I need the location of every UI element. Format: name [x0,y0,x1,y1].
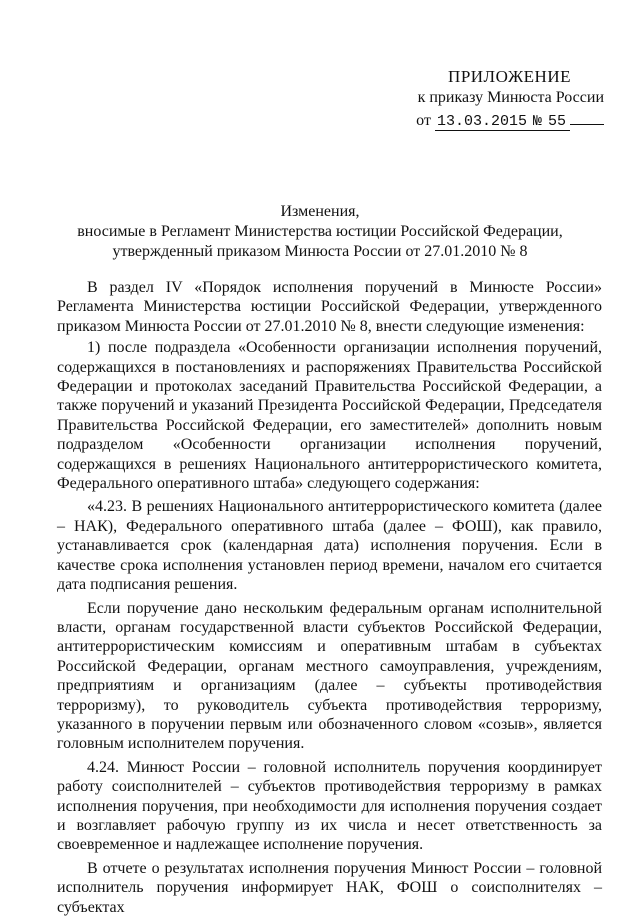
title-line-3: утвержденный приказом Минюста России от 27.01.2010 № 8 [112,243,528,260]
paragraph-4-24: 4.24. Минюст России – головной исполнитель поручения координирует работу соисполнителей – субъектов противодействия терроризму в рамках исполнения поручения, при необходимости для исполнения поручения создает и возглавляет рабочую группу из их числа и несет ответственность за своевременное и надлежащее исполнение поручения. [57,758,602,854]
appendix-label: ПРИЛОЖЕНИЕ [448,67,571,86]
appendix-number-sign: № [531,113,546,131]
paragraph-4-23: «4.23. В решениях Национального антитеррористического комитета (далее – НАК), Федерального оперативного штаба (далее – ФОШ), как правило, устанавливается срок (календарная дата) исполнения поручения. Если в качестве срока исполнения установлен период времени, началом его считается дата подписания решения. [57,498,602,594]
appendix-header [0,66,604,132]
title-line-1: Изменения, [280,203,360,220]
paragraph-intro: В раздел IV «Порядок исполнения поручений в Минюсте России» Регламента Министерства юстиции Российской Федерации, утвержденного приказом Минюста России от 27.01.2010 № 8, внести следующие изменения: [57,279,602,335]
paragraph-item-1: 1) после подраздела «Особенности организации исполнения поручений, содержащихся в постановлениях и распоряжениях Правительства Российской Федерации и протоколах заседаний Правительства Российской Федерации, а также поручений и указаний Президента Российской Федерации, Председателя Правительства Российской Федерации, его заместителей» дополнить новым подразделом «Особенности организации исполнения поручений, содержащихся в решениях Национального антитеррористического комитета, Федерального оперативного штаба» следующего содержания: [57,339,602,493]
appendix-date: 13.03.2015 [435,113,531,131]
appendix-number: 55 [546,113,570,131]
document-body [57,278,602,919]
appendix-order-ref: к приказу Минюста России [417,89,604,106]
paragraph-multiple-executors: Если поручение дано нескольким федеральным органам исполнительной власти, органам государственной власти субъектов Российской Федерации, антитеррористическим комиссиям и оперативным штабам в субъектах Российской Федерации, органам местного самоуправления, учреждениям, предприятиям и организациям (далее – субъекты противодействия терроризму), то руководитель субъекта противодействия терроризму, указанного в поручении первым или обозначенного словом «созыв», является головным исполнителем поручения. [57,599,602,753]
title-line-2: вносимые в Регламент Министерства юстиции Российской Федерации, [77,223,563,240]
document-title [40,202,600,262]
appendix-from: от [416,112,431,129]
paragraph-report: В отчете о результатах исполнения поручения Минюст России – головной исполнитель поручения информирует НАК, ФОШ о соисполнителях – субъектах [57,859,602,916]
appendix-date-line [0,110,604,132]
appendix-underline [570,110,604,125]
